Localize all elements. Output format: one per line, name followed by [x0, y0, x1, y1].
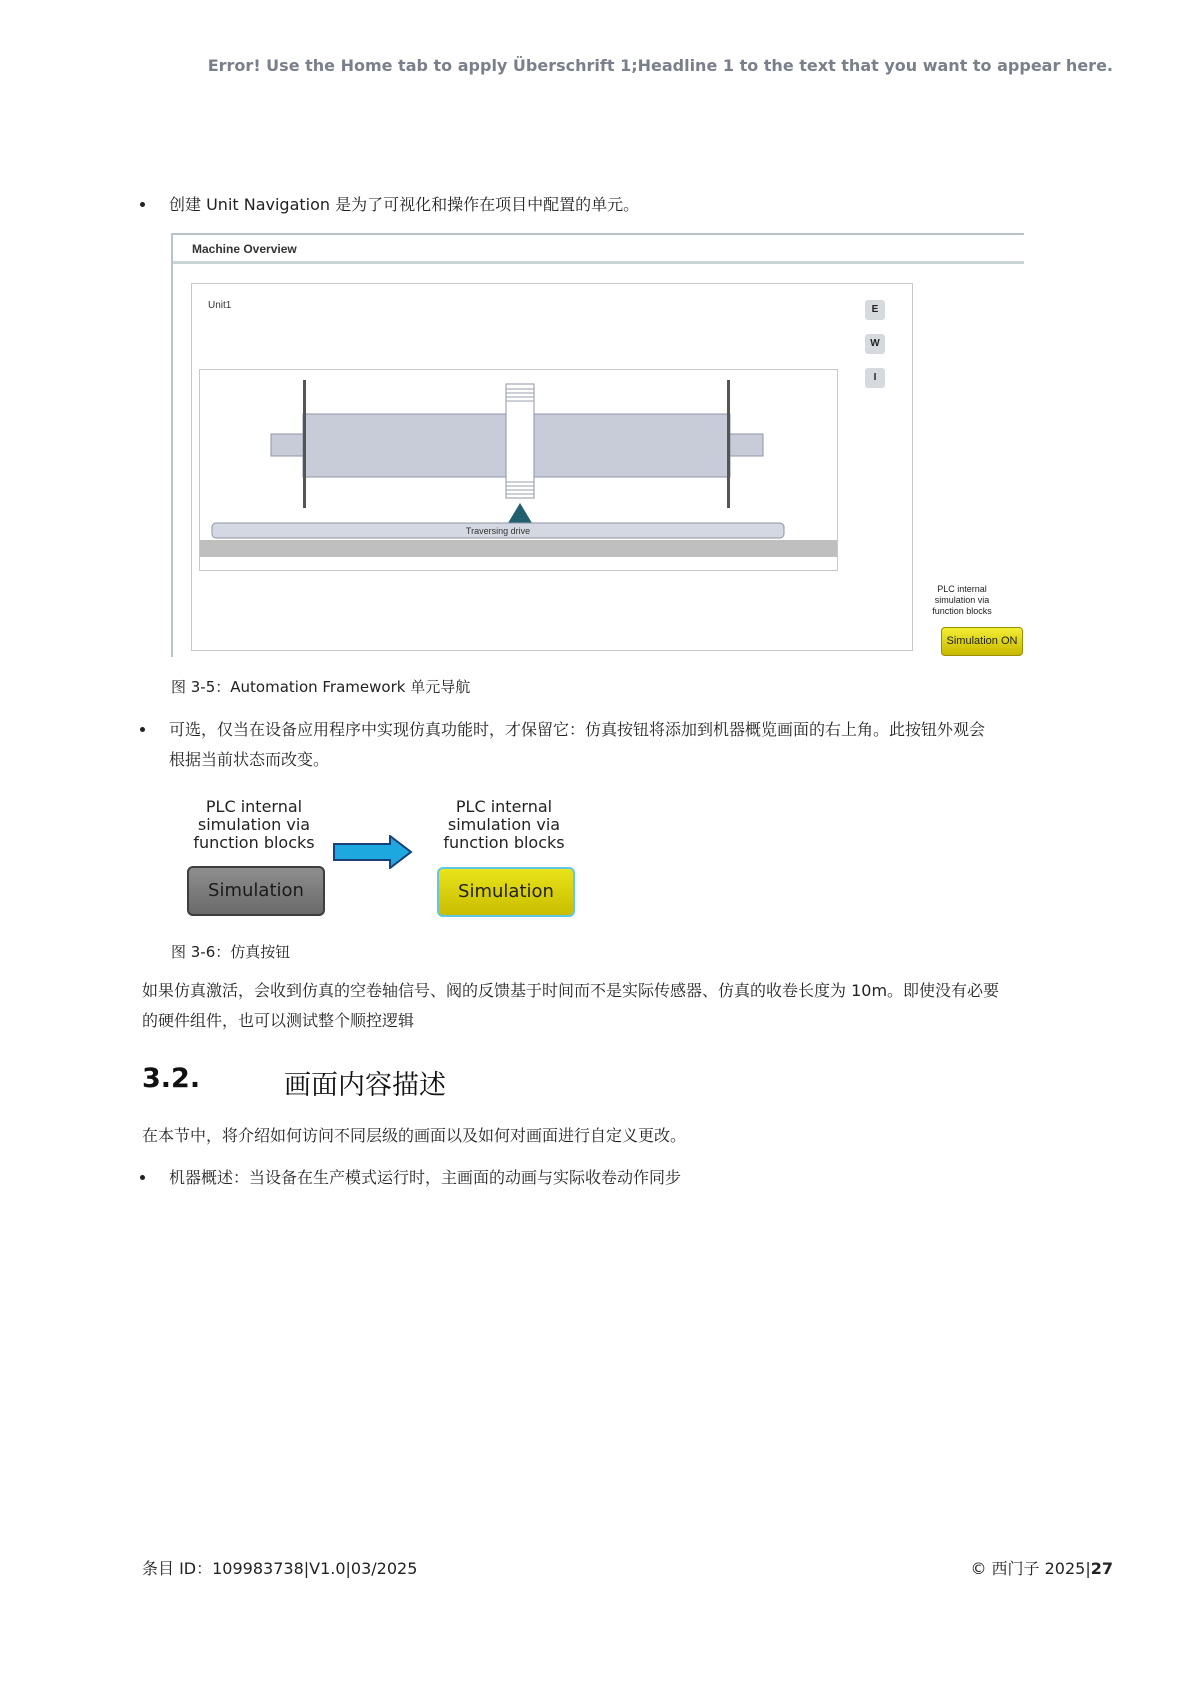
plc-simulation-label-small	[924, 584, 1000, 617]
left-shaft-stub	[271, 434, 304, 456]
unit-panel[interactable]	[191, 283, 913, 651]
machine-overview-screenshot	[171, 233, 1024, 657]
plc-simulation-label-off	[179, 798, 329, 852]
simulation-description-line1: 如果仿真激活，会收到仿真的空卷轴信号、阀的反馈基于时间而不是实际传感器、仿真的收卷长度为 10m。即使没有必要	[142, 981, 1000, 1000]
plc-line-3: function blocks	[443, 833, 565, 852]
bullet-dot	[140, 202, 145, 207]
winder-animation	[199, 369, 838, 571]
simulation-description-line2: 的硬件组件，也可以测试整个顺控逻辑	[142, 1011, 415, 1030]
bullet-dot	[140, 727, 145, 732]
footer-copyright	[970, 1556, 1113, 1579]
plc-line-3: function blocks	[932, 606, 992, 616]
section-number: 3.2.	[142, 1063, 201, 1094]
section-title: 画面内容描述	[284, 1070, 446, 1101]
bullet-text-machine-overview: 机器概述：当设备在生产模式运行时，主画面的动画与实际收卷动作同步	[169, 1168, 682, 1187]
figure-3-6-caption: 图 3-6：仿真按钮	[171, 943, 291, 961]
simulation-button-on[interactable]: Simulation	[437, 867, 575, 917]
arrow-right-icon	[333, 835, 413, 869]
bullet-text-simulation-line1: 可选，仅当在设备应用程序中实现仿真功能时，才保留它：仿真按钮将添加到机器概览画面的右上角。此按钮外观会	[169, 720, 986, 739]
bullet-dot	[140, 1175, 145, 1180]
right-flange	[727, 380, 730, 508]
section-intro: 在本节中，将介绍如何访问不同层级的画面以及如何对画面进行自定义更改。	[142, 1126, 687, 1145]
plc-line-2: simulation via	[197, 815, 311, 834]
right-shaft-stub	[730, 434, 763, 456]
figure-3-5-caption: 图 3-5：Automation Framework 单元导航	[171, 678, 471, 696]
unit-label: Unit1	[208, 300, 232, 311]
page-number: 27	[1090, 1559, 1113, 1578]
window-top-border	[171, 233, 1024, 235]
bullet-text-unit-navigation: 创建 Unit Navigation 是为了可视化和操作在项目中配置的单元。	[169, 195, 640, 214]
plc-line-2: simulation via	[934, 595, 990, 605]
left-flange	[303, 380, 306, 508]
traversing-drive-label: Traversing drive	[465, 526, 531, 536]
footer-copyright-text: © 西门子 2025|	[970, 1559, 1091, 1578]
i-button[interactable]: I	[865, 368, 885, 388]
winder-graphic	[200, 370, 837, 570]
running-header: Error! Use the Home tab to apply Überschrift 1;Headline 1 to the text that you want to appear here.	[207, 56, 1113, 75]
machine-base	[200, 540, 837, 557]
plc-line-1: PLC internal	[937, 584, 987, 594]
position-pointer	[508, 503, 532, 523]
window-left-border	[171, 235, 173, 657]
simulation-button-off[interactable]: Simulation	[187, 866, 325, 916]
plc-line-1: PLC internal	[455, 797, 553, 816]
w-button[interactable]: W	[865, 334, 885, 354]
plc-simulation-label-on	[429, 798, 579, 852]
window-title: Machine Overview	[192, 242, 297, 256]
bullet-text-simulation-line2: 根据当前状态而改变。	[169, 750, 330, 769]
plc-line-3: function blocks	[193, 833, 315, 852]
e-button[interactable]: E	[865, 300, 885, 320]
title-divider	[173, 261, 1024, 264]
simulation-on-button[interactable]: Simulation ON	[941, 627, 1023, 656]
plc-line-1: PLC internal	[205, 797, 303, 816]
footer-entry-id: 条目 ID：109983738|V1.0|03/2025	[142, 1559, 418, 1578]
plc-line-2: simulation via	[447, 815, 561, 834]
